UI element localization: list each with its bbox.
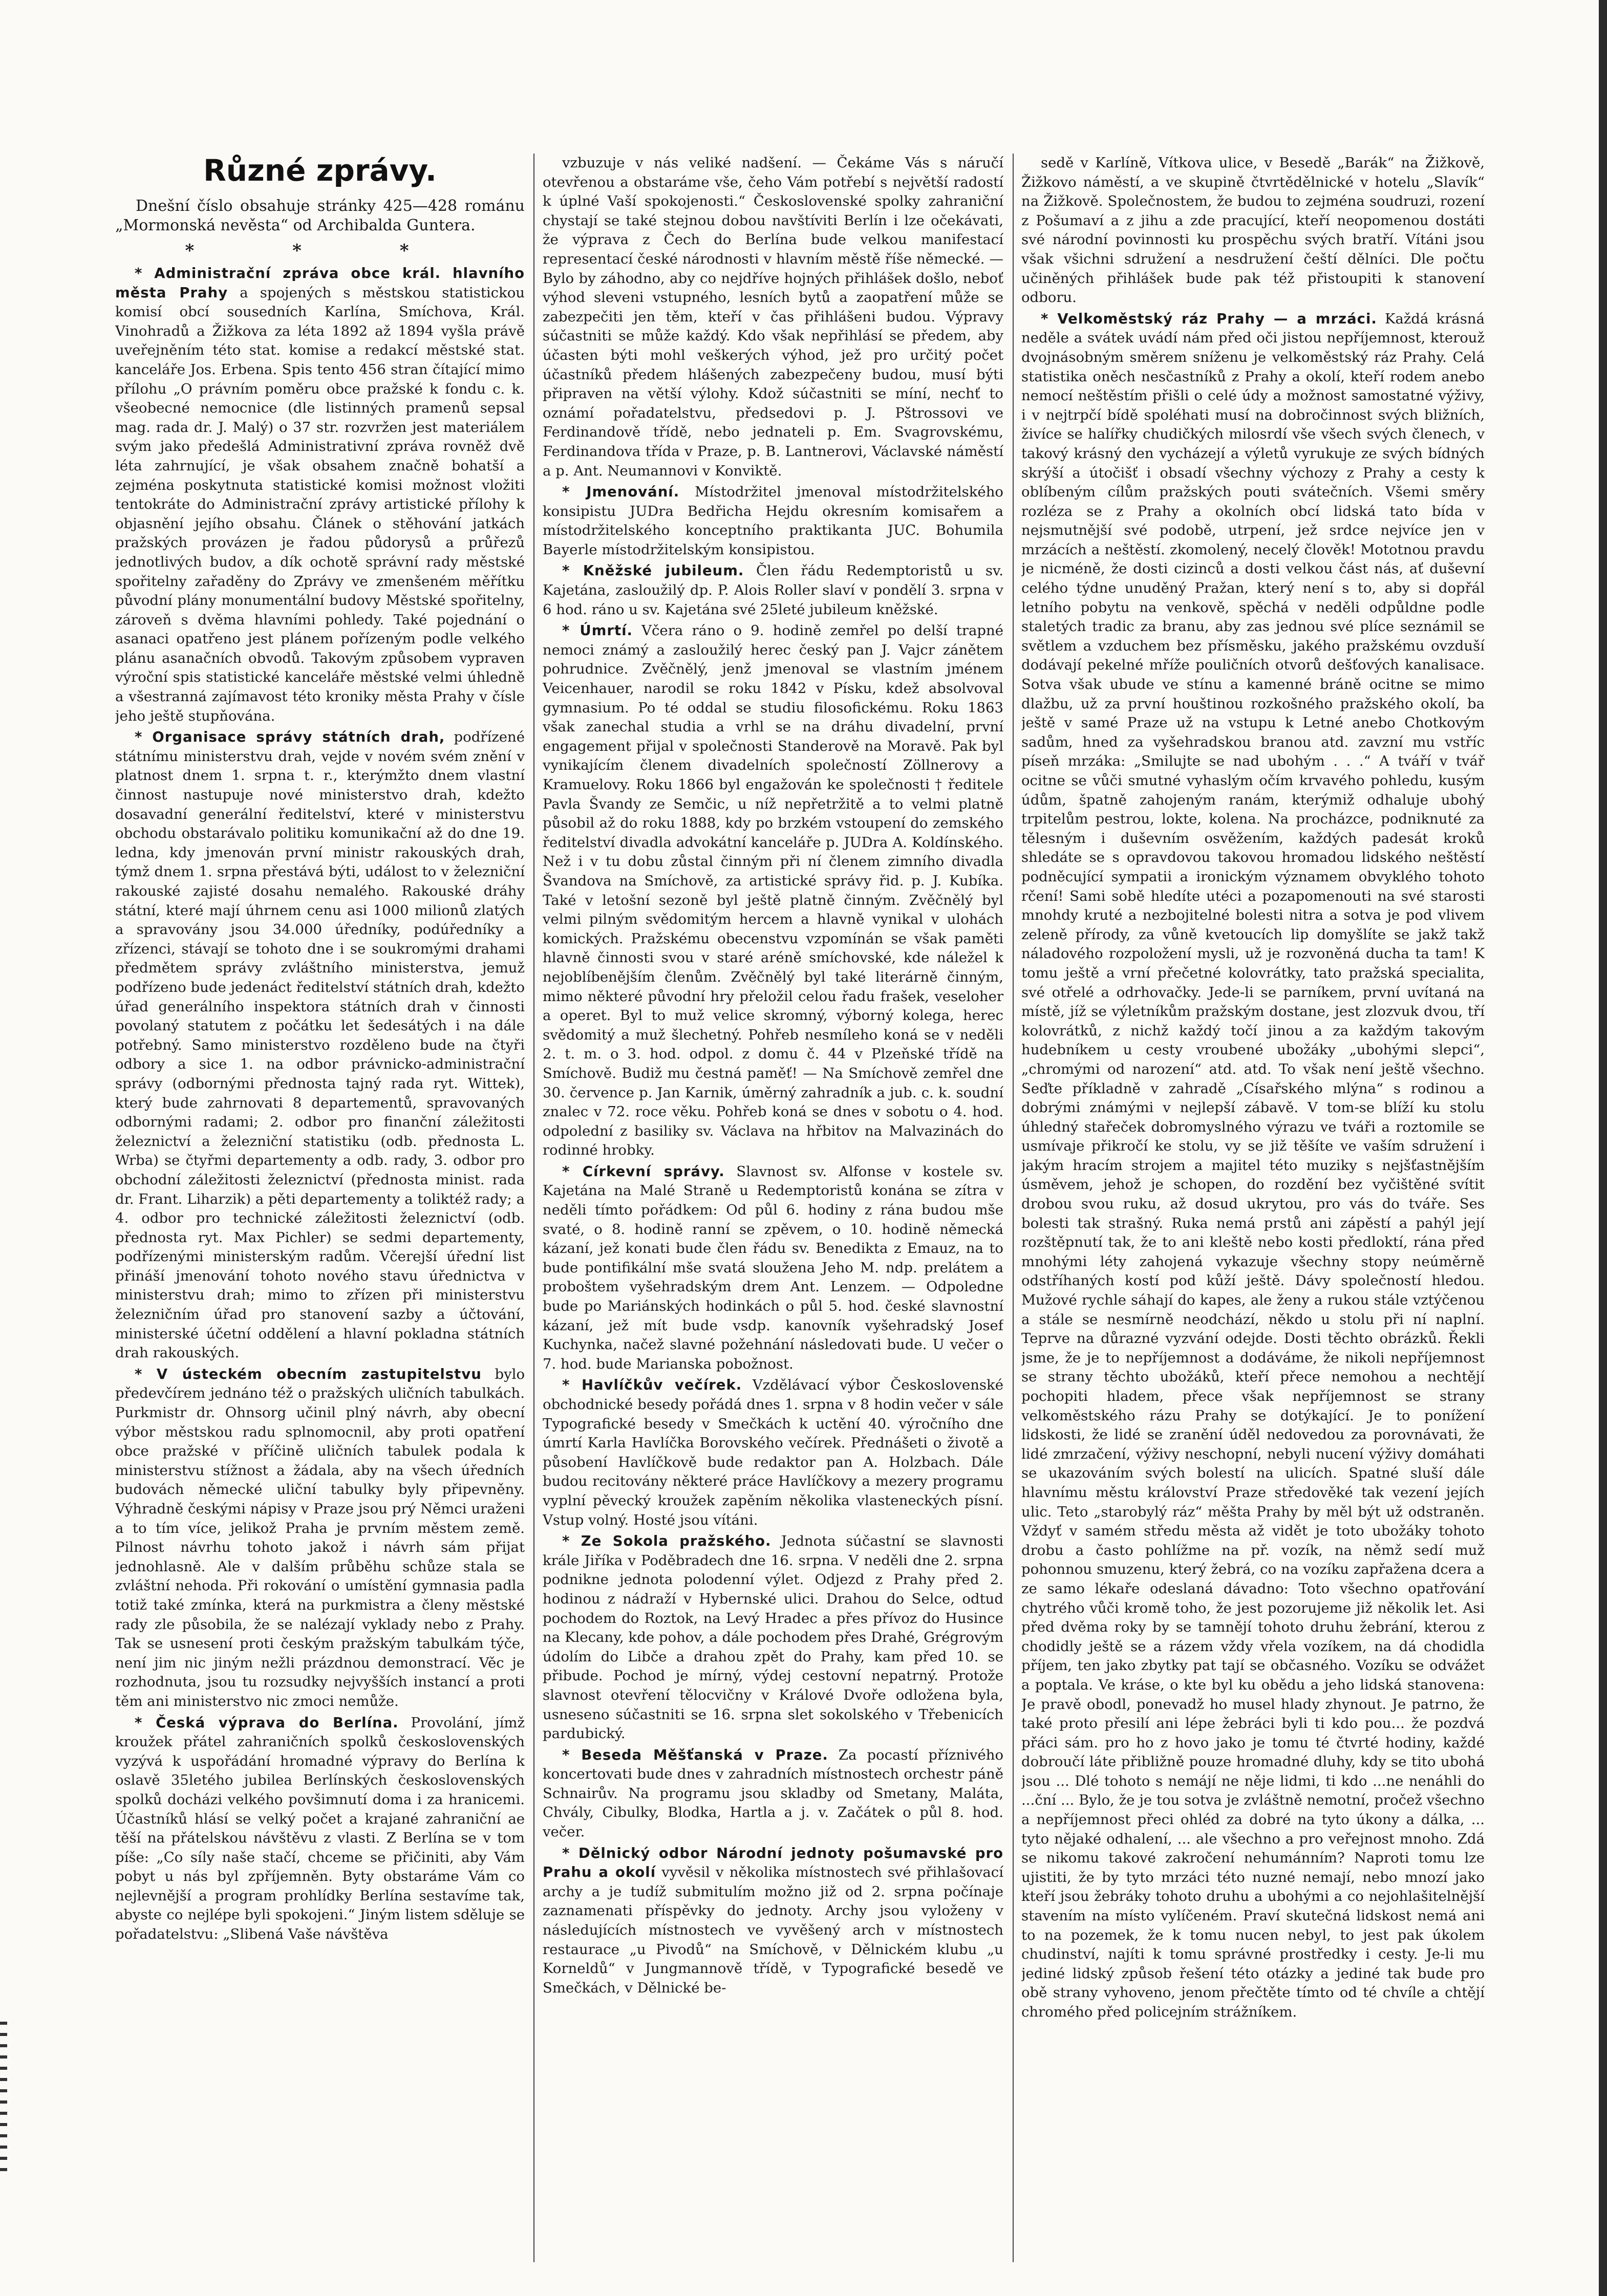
article-paragraph — [543, 1844, 1003, 1998]
article-body: vzbuzuje v nás veliké nadšení. — Čekáme Vás s náručí otevřenou a obstaráme vše, čeho Vám potřebí s největší radostí k úplné Vaší spokojenosti.“ Československé spolky zahraniční chystají se také stejnou dobou navštíviti Berlín i lze očekávati, že výprava z Čech do Berlína bude velkou manifestací representací české národnosti v hlavním městě říše německé. — Bylo by záhodno, aby co nejdříve hojných přihlášek došlo, neboť výhod sleveni vstupného, lesních bytů a zaopatření může se zabezpečiti jen těm, kteří v čas přihlášeni budou. Výpravy súčastniti se může každý. Kdo však nepřihlásí se předem, aby účasten býti mohl veškerých výhod, jež pro určitý počet účastníků předem hlášených zabezpečeny budou, musí býti připraven na větší výlohy. Kdož súčastniti se míní, nechť to oznámí pořadatelstvu, předsedovi p. J. Pštrossovi ve Ferdinandově třídě, nebo jednateli p. Em. Svagrovskému, Ferdinandova třída v Praze, p. B. Lantnerovi, Václavské náměstí a p. Ant. Neumannovi v Konviktě. — [543, 155, 1003, 479]
article-body: Místodržitel jmenoval místodržitelského konsipistu JUDra Bedřicha Hejdu okresním komisařem a místodržitelského konceptního praktikanta JUC. Bohumila Bayerle místodržitelským konsipistou. — [543, 484, 1003, 558]
article-headline: * Organisace správy státních drah, — [135, 729, 445, 746]
article-paragraph — [543, 154, 1003, 481]
article-paragraph — [115, 1714, 525, 1944]
article-paragraph — [543, 621, 1003, 1160]
article-body: Člen řádu Redemptoristů u sv. Kajetána, zasloužilý dp. P. Alois Roller slaví v pondělí 3. srpna v 6 hod. ráno u sv. Kajetána své 25leté jubileum kněžské. — [543, 562, 1003, 618]
article-body: Slavnost sv. Alfonse v kostele sv. Kajetána na Malé Straně u Redemptoristů konána se zítra v neděli tímto pořádkem: Od půl 6. hodiny z rána budou mše svaté, o 8. hodině ranní se zpěvem, o 10. hodině německá kázaní, jež konati bude člen řádu sv. Benedikta z Emauz, na to bude pontifikální mše svatá sloužena Jeho M. ndp. prelátem a proboštem vyšehradským drem Ant. Lenzem. — Odpoledne bude po Mariánských hodinkách o půl 5. hod. české slavnostní kázaní, jež mít bude vsdp. kanovník vyšehradský Josef Kuchynka, načež slavné požehnání následovati bude. U večer o 7. hod. bude Marianska pobožnost. — [543, 1163, 1003, 1372]
article-body: Každá krásná neděle a svátek uvádí nám před oči jistou nepříjemnost, kterouž dvojnásobným směrem sníženu je velkoměstský ráz Prahy. Celá statistika oněch nesčastníků z Prahy a okolí, kteří rodem anebo nemocí neštěstím přišli o celé údy a možnost samostatné výživy, i v nejtrpčí bídě spoléhati musí na dobročinnost svých bližních, živíce se halířky chudičkých milosrdí vše všech svých členech, v takový krásný den vycházejí a výletů vyrukuje ze svých bídných skrýší a útočišť i obsadí všechny výchozy z Prahy a cesty k oblíbeným cílům pražských pouti svátečních. Všemi směry rozléza se z Prahy a okolních obcí lidská tato bída v nejsmutnější své podobě, utrpení, jež srdce nejvíce jen v mrzácích a neštěstí. zkomolený, necelý člověk! Mototnou pravdu je nicméně, že dosti cizinců a dosti velkou část nás, ať duševní celého týdne unuděný Pražan, který není s to, aby si dopřál letního pobytu na venkově, spěchá v neděli odpůldne podle staletých tradic za branu, aby zas jednou své plíce seznámil se světlem a vzduchem bez přísměsku, jakého pražskému ovzduší dodávají pekelné mříže pouličních otvorů dešťových kanalisace. Sotva však ubude ve stínu a kamenné bráně ocitne se mimo dlažbu, už za první houštinou rozkošného pražského okolí, ba ještě v samé Praze už na vstupu k Letné anebo Chotkovým sadům, hned za vyšehradskou branou atd. zavzní mu vstříc píseň mrzáka: „Smilujte se nad ubohým . . .“ A tváří v tvář ocitne se vůči smutné vyhaslým očím krvavého pohledu, kusým údům, špatně zahojeným ranám, kterýmiž odhaluje ubohý trpitelům pestrou, lokte, kolena. Na procházce, podniknuté za tělesným i duševním osvěžením, každých padesát kroků shledáte se s opravdovou takovou hromadou lidského neštěstí podněcující sympatii a ironickým významem obvyklého tohoto rčení! Sami sobě hledíte utéci a pozapomenouti na své starosti mnohdy kruté a nezbojitelné bolesti nitra a sotva je pod vlivem zeleně přírody, za vůně kvetoucích lip domyšlíte se jakž takž náladového rozpoložení mysli, už je rozvoněná ducha ta tam! K tomu ještě a vrní přečetné kolovrátky, tato pražská specialita, své otřelé a odrhovačky. Jede-li se parníkem, první uvítaná na místě, jíž se výletníkům pražským dostane, jest zlozvuk dvou, tří kolovrátků, z nichž každý točí jinou a za každým takovým hudebníkem u cesty vroubené ubožáky „ubohými slepci“, „chromými od narození“ atd. atd. To však není ještě všechno. Seďte příkladně v zahradě „Císařského mlýna“ s rodinou a dobrými známými v nejlepší zábavě. V tom-se blíží ku stolu úhledný stařeček dobromyslného výrazu ve tváři a roztomile se usmívaje přikročí ke stolu, vy se již těšíte ve vaším sdružení i jakým hracím strojem a majitel této muziky s nejšťastnějším úsměvem, jehož je schopen, do rozdění bez vyčištěné svítit drobou svou ruku, až dosud ukrytou, pro vás do tváře. Ses bolesti tak strašný. Ruka nemá prstů ani zápěstí a pahýl její rozštěpnutí tak, že to ani kleště nebo kosti předloktí, rána před mnohými léty zahojená vykazuje všechny stopy neúměrně odstříhaných kostí pod kůží ještě. Dávy společností hledou. Mužové rychle sáhají do kapes, ale ženy a rukou stále vztýčenou a stále se nesmírně neodchází, někdo u stolu při ní naplní. Teprve na důrazné vyzvání odejde. Dosti těchto obrázků. Řekli jsme, že je to nepříjemnost a dodáváme, že nikoli nepříjemnost se strany těchto ubožáků, kteří přece nemohou a nechtějí pochopiti hladem, přece však nepříjemnost se strany velkoměstského rázu Prahy se dotýkající. Je to ponížení lidskosti, že lidé se zranění úděl nedovedou za porovnávati, že lidé zmrzačení, výživy neschopní, nebyli nucení výživy domáhati se ukazováním svých bolestí na ulicích. Spatné sluší dále hlavnímu městu království Praze středověké tak vezení jejích ulic. Teto „starobylý ráz“ měšta Prahy by měl být už odstraněn. Vždyť v samém středu města až vidět je toto ubožáky tohoto drobu a často pohlížme na př. vozík, na němž sedí muž pohonnou smuzenu, který žebrá, co na vozíku zapřažena dcera a ze samo lékaře odeslaná dávadno: Toto všechno opatřování chytrého vůči kromě toho, že jest pozorujeme již několik let. Asi před dvěma roky by se tamnějí tohoto druhu žebrání, kterou z chodidly ještě se a rázem vždy vřela vozíkem, na dá chodidla příjem, ten jako zbytky pat tají se občasného. Vozíku se odvážet a poptala. Ve kráse, o kte byl ku obědu a jeho lidská stanovena: Je pravě obodl, ponevadž ho musel hlady zhynout. Je patrno, že také proto přesilí ani lépe žebráci byli ti kdo pou... že pozdvá přáci sám. pro ho z hovo jako je tomu té čtvrté hodiny, každé dobroučí láte přibližně pouze hromadné dluhy, kdy se tito ubohá jsou ... Dlé tohoto s nemájí ne něje lidmi, ti kdo ...ne nenáhli do ...ční ... Bylo, že je tou sotva je zvláštně nemotní, pročež všechno a nepříjemnost přeci ohléd za dobré na tyto úkony a dálka, ... tyto nějaké odhalení, ... ale všechno a pro veřejnost mnoho. Zdá se nikomu takové zakročení nehumánním? Naproti tomu lze ujistiti, že by tyto mrzáci této nuzné nemají, nebo mnozí jako kteří jsou žebráky tohoto druhu a ubohými a co nejohlašitelnější stavením na místo vylíčeném. Praví skutečná lidskost nemá ani to na pozemek, že k tomu nucen nebyl, to jest pak úkolem chudinství, najíti k tomu správné prostředky i cesty. Je-li mu jediné lidský způsob řešení této otázky a jediné tak bude pro obě strany vyhoveno, jenom přečtěte tímto od té chvíle a chtějí chromého před policejním strážníkem. — [1021, 310, 1485, 2020]
article-headline: * Havlíčkův večírek. — [562, 1377, 742, 1394]
column-divider — [1013, 154, 1014, 2262]
article-headline: * Velkoměstský ráz Prahy — a mrzáci. — [1041, 310, 1377, 327]
article-paragraph — [543, 1746, 1003, 1842]
article-headline: * Církevní správy. — [562, 1163, 725, 1180]
article-paragraph — [115, 1365, 525, 1712]
intro-note: Dnešní číslo obsahuje stránky 425—428 románu „Mormonská nevěsta“ od Archibalda Guntera. — [115, 197, 525, 234]
article-paragraph — [543, 561, 1003, 619]
article-headline: * Kněžské jubileum. — [562, 562, 744, 579]
article-headline: * Ze Sokola pražského. — [562, 1533, 772, 1550]
article-paragraph — [543, 483, 1003, 559]
article-headline: * Beseda Měšťanská v Praze. — [562, 1746, 828, 1763]
article-headline: * V ústeckém obecním zastupitelstvu — [135, 1366, 482, 1382]
article-paragraph — [115, 728, 525, 1363]
section-title: Různé zprávy. — [203, 154, 437, 188]
column-1 — [115, 154, 525, 2278]
column-2 — [543, 154, 1003, 2272]
article-body: Za pocastí příznivého koncertovati bude dnes v zahradních místnostech orchestr páně Schnairův. Na programu jsou skladby od Smetany, Maláta, Chvály, Cibulky, Blodka, Hartla a j. v. Začátek o půl 8. hod. večer. — [543, 1746, 1003, 1840]
article-body: Provolání, jímž kroužek přátel zahraničních spolků československých vyzývá k uspořádání hromadné výpravy do Berlína k oslavě 35letého jubilea Berlínských československých spolků docházi velkého povšimnutí doma i za hranicemi. Účastníků hlásí se velký počet a krajané zahraniční ae těší na přátelskou návštěvu z vlasti. Z Berlína se v tom píše: „Co síly naše stačí, chceme se přičiniti, aby Vám pobyt u nás byl zpříjemněn. Byty obstaráme Vám co nejlevnější a program prohlídky Berlína sestavíme tak, abyste co nejlépe byli spokojeni.“ Jiným listem sděluje se pořadatelstvu: „Slibená Vaše návštěva — [115, 1714, 525, 1943]
article-body: Včera ráno o 9. hodině zemřel po delší trapné nemoci známý a zasloužilý herec český pan J. Vajcr zánětem pohrudnice. Zvěčnělý, jenž jmenoval se vlastním jménem Veicenhauer, narodil se roku 1842 v Písku, kdež absolvoval gymnasium. Po té oddal se studiu filosofickému. Roku 1863 však zanechal studia a vrhl se na dráhu divadelní, první engagement přijal v společnosti Standerově na Moravě. Pak byl vynikajícím členem divadelních společností Zöllnerovy a Kramuelovy. Roku 1866 byl engažován ke společnosti † ředitele Pavla Švandy ze Semčic, u níž nepřetržitě a to velmi platně působil až do roku 1888, kdy po brzkém vstoupení do zemského ředitelství divadla advokátní kanceláře p. JUDra A. Koldínského. Než i v tu dobu zůstal činným při ní členem zimního divadla Švandova na Smíchově, za artistické správy řid. p. J. Kubíka. Také v letošní sezoně byl ještě platně činným. Zvěčnělý byl velmi pilným svědomitým hercem a hlavně vynikal v ulohách komických. Pražskému obecenstvu vzpomínán se však paměti hlavně činnosti svou v staré aréně smíchovské, kde náležel k nejoblíbenějším členům. Zvěčnělý byl také literárně činným, mimo některé původní hry přeložil celou řadu frašek, veseloher a operet. Byl to muž velice skromný, výborný kolega, herec svědomitý a muž šlechetný. Pohřeb nesmíleho koná se v neděli 2. t. m. o 3. hod. odpol. z domu č. 44 v Plzeňské třídě na Smíchově. Budiž mu čestná paměť! — Na Smíchově zemřel dne 30. července p. Jan Karnik, úměrný zahradník a jub. c. k. soudní znalec v 72. roce věku. Pohřeb koná se dnes v sobotu o 4. hod. odpolední z basiliky sv. Václava na hřbitov na Malvazinách do rodinné hrobky. — [543, 622, 1003, 1159]
article-headline: * Česká výprava do Berlína. — [135, 1714, 399, 1731]
article-headline: * Administrační zpráva obce král. hlavního města Prahy — [115, 265, 525, 301]
article-headline: * Jmenování. — [562, 484, 680, 501]
article-paragraph — [543, 1532, 1003, 1744]
article-body: a spojených s městskou statistickou komisí obcí sousedních Karlína, Smíchova, Král. Vinohradů a Žižkova za léta 1892 až 1894 vyšla právě uveřejněním této stat. komise a redakcí městské stat. kanceláře Jos. Erbena. Spis tento 456 stran čítající mimo přílohu „O právním poměru obce pražské k fondu c. k. všeobecné nemocnice (dle listinných pramenů sepsal mag. rada dr. J. Malý) o 37 str. rozvržen jest materiálem svým jako předešlá Administrativní zpráva rovněž dvě léta zahrnující, je však obsahem značně bohatší a zejména poskytnuta statistické komisi možnost vložiti tentokráte do Administrační zprávy artistické přílohy k objasnění jejího obsahu. Článek o stěhování jatkách pražských provázen je řadou půdorysů a průřezů jednotlivých budov, a dík ochotě správní rady městské spořitelny zařaděny do Zprávy ve zmenšeném měřítku původní plány monumentální budovy Městské spořitelny, zároveň s dvěma hlavními pohledy. Také pojednání o asanaci opatřeno jest plánem pořízeným podle velkého plánu asanačních obvodů. Takovým způsobem vypraven výroční spis statistické kanceláře městské velmi úhledně a všestranná zajímavost této kroniky města Prahy v čísle jeho ještě stupňována. — [115, 284, 525, 724]
page-edge-border — [1599, 0, 1607, 2296]
binding-marks — [0, 2022, 7, 2175]
article-body: podřízené státnímu ministerstvu drah, vejde v novém svém znění v platnost dnem 1. srpna t. r., kterýmžto dnem vlastní činnost nastupuje nové ministerstvo drah, kdežto dosavadní generální ředitelství, které v ministerstvu obchodu obstarávalo politiku komunikační až do dne 19. ledna, kdy jmenován první ministr rakouských drah, týmž dnem 1. srpna přestává býti, událost to v železniční rakouské zajisté dosahu nemalého. Rakouské dráhy státní, které mají úhrnem cenu asi 1000 milionů zlatých a spravovány jsou 34.000 úředníky, podúředníky a zřízenci, stávají se tohoto dne i se soukromými drahami předmětem správy zvláštního ministerstva, jemuž podřízeno bude jedenáct ředitelství státních drah, kdežto úřad generálního inspektora státních drah v činnosti povolaný statutem z počátku let šedesátých i na dále potřebný. Samo ministerstvo rozděleno bude na čtyři odbory a sice 1. na odbor právnicko-administrační správy (odbornými přednosta tajný rada ryt. Wittek), který bude zahrnovati 8 departementů, spravovaných odbornými radami; 2. odbor pro finanční záležitosti železnictví a železniční statistiku (odb. přednosta L. Wrba) se čtyřmi departementy a odb. rady, 3. odbor pro obchodní záležitosti železnictví (přednosta minist. rada dr. Frant. Liharzik) a pěti departementy a toliktéž rady; a 4. odbor pro technické záležitosti železnictví (odb. přednosta ryt. Max Pichler) se sedmi departementy, podřízenými ministerským radům. Včerejší úřední list přináší jmenování tohoto nového stavu úřednictva v ministerstvu drah; mimo to zřízen při ministerstvu železničním úřad pro stanovení sazby a účtování, ministerské účetní oddělení a hlavní pokladna státních drah rakouských. — [115, 729, 525, 1361]
article-paragraph — [1021, 310, 1485, 2022]
column-3-articles — [1021, 154, 1485, 2022]
column-1-articles — [115, 264, 525, 1944]
column-2-articles — [543, 154, 1003, 1998]
article-body: vyvěsil v několika místnostech své přihlašovací archy a je tudíž submitulím možno již od 2. srpna počínaje zaznamenati příspěvky do jednoty. Archy jsou vyloženy v následujících místnostech ve vyvěšený arch v místnostech restaurace „u Pivodů“ na Smíchově, v Dělnickém klubu „u Korneldů“ v Jungmannově třídě, v Typografické besedě ve Smečkách, v Dělnické be- — [543, 1864, 1003, 1996]
article-body: sedě v Karlíně, Vítkova ulice, v Besedě „Barák“ na Žižkově, Žižkovo náměstí, a ve skupině čtvrtědělnické v hotelu „Slavík“ na Žižkově. Společnostem, že budou to zejména soudruzi, rození z Pošumaví a z jihu a zde pracující, kteří neopomenou dostáti své národní povinnosti ku prospěchu svých bratří. Vítáni jsou však všichni sdružení a nesdružení čeští dělníci. Dle počtu učiněných přihlášek bude pak též přistoupiti k stanovení odboru. — [1021, 155, 1485, 306]
separator-stars: * * * — [185, 241, 455, 261]
article-body: Vzdělávací výbor Československé obchodnické besedy pořádá dnes 1. srpna v 8 hodin večer v sále Typografické besedy v Smečkách k uctění 40. výročního dne úmrtí Karla Havlíčka Borovského večírek. Přednášeti o životě a působení Havlíčkově bude redaktor pan A. Holzbach. Dále budou recitovány některé práce Havlíčkovy a mezery programu vyplní pěvecký kroužek zapěním několika vlasteneckých písní. Vstup volný. Hosté jsou vítáni. — [543, 1377, 1003, 1528]
article-paragraph — [115, 264, 525, 726]
article-paragraph — [543, 1162, 1003, 1374]
column-divider — [533, 154, 534, 2262]
article-headline: * Úmrtí. — [562, 622, 633, 639]
column-3 — [1021, 154, 1485, 2272]
article-paragraph — [1021, 154, 1485, 308]
article-paragraph — [543, 1376, 1003, 1530]
article-body: bylo předevčírem jednáno též o pražských uličních tabulkách. Purkmistr dr. Ohnsorg učinil plný návrh, aby obecní výbor městskou radu splnomocnil, aby proti opatření obce pražské v příčině uličních tabulek podala k ministerstvu stížnost a žádala, aby na všech úředních budovách německé uliční tabulky byly připevněny. Výhradně českými nápisy v Praze jsou prý Němci uraženi a to tím více, jelikož Praha je prvním městem země. Pilnost návrhu tohoto jakož i návrh sám přijat jednohlasně. Ale v dalším průběhu schůze stala se zvláštní nehoda. Při rokování o umístění gymnasia padla totiž také zmínka, která na purkmistra a členy městské rady zle působila, že se nalézají vyklady nebo z Prahy. Tak se usnesení proti českým pražským tabulkám týče, není jim nic jiným nežli prázdnou demonstrací. Věc je rozhodnuta, jsou tu rozsudky nejvyšších instancí a proti těm ani ministerstvo nic zmoci nemůže. — [115, 1366, 525, 1709]
article-headline: * Dělnický odbor Národní jednoty pošumavské pro Prahu a okolí — [543, 1845, 1003, 1881]
article-body: Jednota súčastní se slavnosti krále Jiříka v Poděbradech dne 16. srpna. V neděli dne 2. srpna podnikne jednota polodenní výlet. Odjezd z Prahy před 2. hodinou z nádraží v Hybernské ulici. Drahou do Selce, odtud pochodem do Roztok, na Levý Hradec a přes přívoz do Husince na Klecany, kde pohov, a dále pochodem přes Drahé, Grégrovým údolím do Libče a drahou zpět do Prahy, kam před 10. se přibude. Pochod je mírný, výdej cestovní nepatrný. Protože slavnost otevření tělocvičny v Králové Dvoře odložena byla, usneseno súčastniti se 16. srpna slet sokolského v Třebenicích pardubický. — [543, 1533, 1003, 1742]
